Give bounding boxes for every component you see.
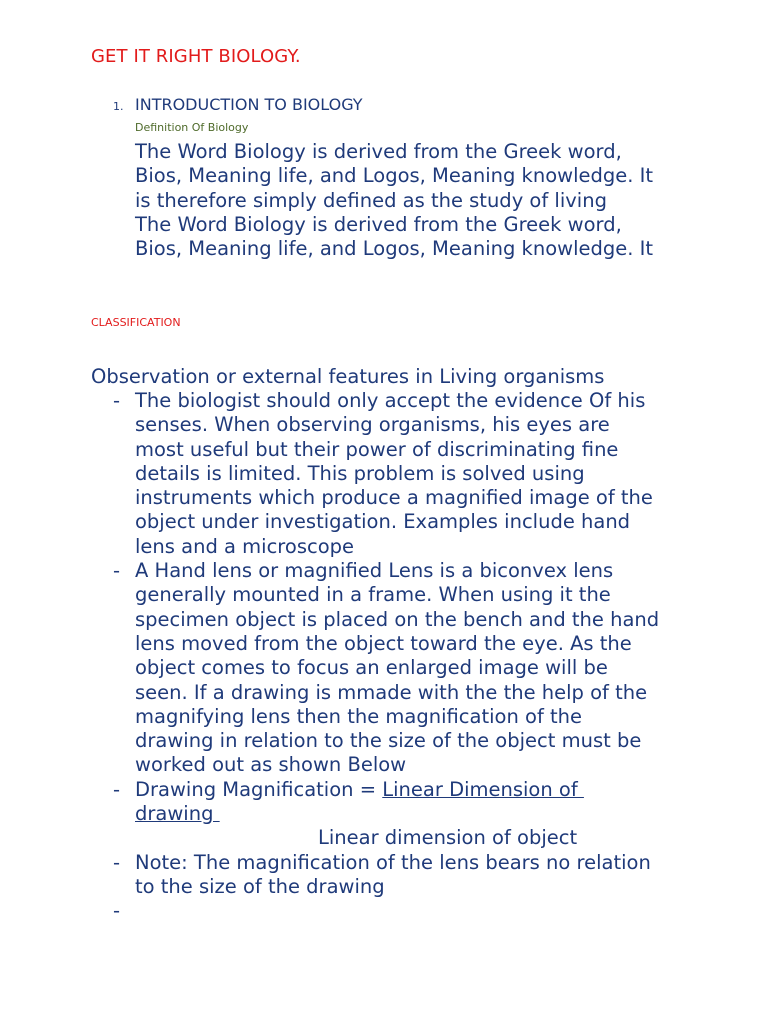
formula-numerator-cont: drawing — [135, 802, 220, 826]
list-item — [91, 778, 711, 851]
numbered-item-1 — [113, 95, 363, 114]
paragraph-line: The Word Biology is derived from the Greek word, — [135, 212, 622, 236]
observation-heading: Observation or external features in Living organisms — [91, 365, 605, 388]
paragraph-line: Bios, Meaning life, and Logos, Meaning knowledge. It — [135, 164, 654, 188]
bullet-line: The biologist should only accept the evidence Of his — [135, 389, 646, 412]
bullet-line: most useful but their power of discriminating fine — [135, 437, 619, 461]
paragraph-line: The Word Biology is derived from the Greek word, — [135, 140, 622, 163]
bullet-line: specimen object is placed on the bench and the hand — [135, 607, 660, 631]
bullet-line: object comes to focus an enlarged image will be — [135, 656, 608, 680]
bullet-line: senses. When observing organisms, his eyes are — [135, 413, 610, 437]
list-item — [91, 851, 711, 900]
bullet-line: instruments which produce a magnified image of the — [135, 486, 653, 510]
bullet-line: lens moved from the object toward the eye. As the — [135, 631, 632, 655]
bullet-line: seen. If a drawing is mmade with the the help of the — [135, 680, 648, 704]
magnification-formula — [135, 778, 711, 851]
bullet-line: worked out as shown Below — [135, 753, 407, 777]
definition-paragraph — [135, 140, 695, 261]
bullet-line: generally mounted in a frame. When using it the — [135, 583, 611, 607]
bullet-text-empty — [135, 899, 711, 923]
bullet-line: drawing in relation to the size of the object must be — [135, 729, 642, 753]
formula-numerator: Linear Dimension of — [382, 777, 584, 801]
document-title: GET IT RIGHT BIOLOGY. — [91, 46, 301, 67]
bullet-line: Note: The magnification of the lens bears no relation — [135, 850, 651, 874]
formula-line — [135, 778, 711, 802]
list-item — [91, 389, 711, 559]
bullet-text — [135, 851, 711, 900]
dash-marker: - — [113, 899, 121, 923]
paragraph-line: Bios, Meaning life, and Logos, Meaning knowledge. It — [135, 237, 654, 261]
bullet-line: magnifying lens then the magnification of the — [135, 704, 583, 728]
formula-line — [135, 802, 711, 826]
dash-marker: - — [113, 389, 121, 412]
formula-denominator: Linear dimension of object — [318, 826, 578, 850]
dash-marker: - — [113, 559, 121, 583]
section-heading: INTRODUCTION TO BIOLOGY — [135, 95, 363, 114]
bullet-line: to the size of the drawing — [135, 874, 385, 898]
list-item — [91, 559, 711, 778]
dash-marker: - — [113, 850, 121, 874]
dash-marker: - — [113, 777, 121, 801]
bullet-line: lens and a microscope — [135, 534, 355, 558]
bullet-line: details is limited. This problem is solved using — [135, 461, 585, 485]
bullet-text — [135, 389, 711, 559]
definition-subheading: Definition Of Biology — [135, 121, 249, 134]
classification-label: CLASSIFICATION — [91, 316, 181, 329]
formula-prefix: Drawing Magnification = — [135, 777, 383, 801]
list-number: 1. — [113, 100, 124, 113]
paragraph-line: is therefore simply defined as the study of living — [135, 188, 607, 212]
bullet-list — [91, 389, 711, 924]
bullet-line: A Hand lens or magnified Lens is a biconvex lens — [135, 559, 614, 583]
list-item — [91, 899, 711, 923]
bullet-line: object under investigation. Examples include hand — [135, 510, 631, 534]
bullet-text — [135, 559, 711, 778]
